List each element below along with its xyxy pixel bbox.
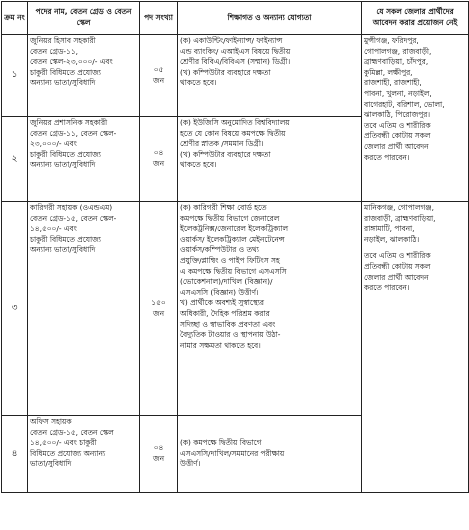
row-serial: ৩ bbox=[2, 202, 28, 416]
district-line: প্রতিবন্ধী কোটায় সকল bbox=[364, 261, 431, 271]
post-line: চাকুরী বিধিমতে প্রযোজ্য bbox=[30, 67, 101, 77]
qual-line: বৈদ্যুতিক টাওয়ার ও স্থাপনায় উঠা- bbox=[180, 330, 281, 340]
qual-line: ওয়ার্কস/ ইলেকট্রিক্যাল মেইনটেনেন্স bbox=[180, 234, 285, 244]
post-details bbox=[28, 117, 140, 202]
post-line: অন্যান্য ভাতা/সুবিধাদি bbox=[30, 160, 96, 170]
header-districts: যে সকল জেলার প্রার্থীদের আবেদন করার প্রয়োজন নেই bbox=[362, 2, 469, 35]
qual-line: শ্রেণীর বিবিএ/বিবিএস (সম্মান) ডিগ্রী। bbox=[180, 57, 291, 67]
post-line: চাকুরী বিধিমতে প্রযোজ্য bbox=[30, 149, 101, 159]
post-count-number: ১৫০ bbox=[151, 297, 166, 307]
post-details bbox=[28, 35, 140, 117]
header-row bbox=[2, 2, 469, 35]
post-details bbox=[28, 202, 140, 416]
post-line: ২৩,০০০/- এবং bbox=[30, 139, 77, 149]
qual-line: ইলেকট্রনিক্স/জেনারেল ইলেকট্রিক্যাল bbox=[180, 224, 289, 234]
district-line: নড়াইল, ঝালকাঠি। bbox=[364, 234, 420, 244]
post-line: বেতন গ্রেড-১১, bbox=[30, 46, 78, 56]
post-line: বেতন গ্রেড-১৫, বেতন স্কেল- bbox=[30, 213, 117, 223]
post-line: বিধিমতে প্রযোজ্য অন্যান্য bbox=[30, 448, 106, 458]
qual-line: এসএসসি/দাখিল/সমমানের পরীক্ষায় bbox=[180, 448, 285, 458]
district-line: মানিকগঞ্জ, গোপালগঞ্জ, bbox=[364, 203, 434, 212]
qual-line: (খ) কম্পিউটার ব্যবহারে দক্ষতা bbox=[180, 149, 271, 159]
post-title: জুনিয়র প্রশাসনিক সহকারী bbox=[30, 118, 108, 127]
district-line: গোপালগঞ্জ, রাজবাড়ী, bbox=[364, 46, 432, 56]
qual-line: (ক) কমপক্ষে দ্বিতীয় বিভাগে bbox=[180, 438, 262, 448]
post-line: অন্যান্য ভাতা/সুবিধাদি bbox=[30, 78, 96, 88]
district-line: কুমিল্লা, লক্ষীপুর, bbox=[364, 67, 413, 77]
qual-line: হতে যে কোন বিষয়ে কমপক্ষে দ্বিতীয় bbox=[180, 128, 286, 138]
qual-line: এন্ড ব্যাংকিং/ এআইএস বিষয়ে দ্বিতীয় bbox=[180, 46, 291, 56]
post-count-number: ০৫ bbox=[153, 64, 164, 74]
post-count-unit: জন bbox=[152, 308, 165, 318]
post-line: ১৪,৫০০/- এবং bbox=[30, 224, 77, 234]
qualification bbox=[178, 202, 362, 416]
post-details bbox=[28, 416, 140, 493]
district-line: প্রতিবন্ধী কোটায় সকল bbox=[364, 131, 431, 141]
row-serial: ২ bbox=[2, 117, 28, 202]
district-line: বাগেরহাট, বরিশাল, ভোলা, bbox=[364, 99, 445, 109]
district-line: ঝালকাঠি, পিরোজপুর। bbox=[364, 110, 430, 120]
table-row bbox=[2, 202, 469, 416]
job-circular-table bbox=[1, 1, 469, 493]
post-count bbox=[140, 35, 178, 117]
post-count-unit: জন bbox=[152, 159, 165, 168]
post-count bbox=[140, 117, 178, 202]
qual-line: শ্রেণীর স্নাতক /সমমান ডিগ্রী। bbox=[180, 139, 264, 149]
district-line: জেলার প্রার্থী আবেদন bbox=[364, 141, 429, 151]
post-line: ১৪,৫০০/- এবং চাকুরী bbox=[30, 438, 97, 448]
qual-line: (ক) একাউন্টিং/ফাইন্যান্স/ ফাইন্যান্স bbox=[180, 36, 283, 45]
header-serial: ক্রম নং bbox=[2, 2, 28, 35]
qual-line: থাকতে হবে। bbox=[180, 160, 217, 170]
post-line: ভাতা/সুবিধাদি bbox=[30, 459, 72, 469]
post-title: অফিস সহায়ক bbox=[30, 417, 72, 426]
district-line: তবে এতিম ও শারীরিক bbox=[364, 251, 431, 261]
row-serial: ৪ bbox=[2, 416, 28, 493]
excluded-districts bbox=[362, 35, 469, 202]
post-count bbox=[140, 202, 178, 416]
qual-line: (ক) ইউজিসি অনুমোদিত বিশ্ববিদ্যালয় bbox=[180, 118, 290, 127]
district-line: করতে পারবেন। bbox=[364, 152, 410, 162]
qual-line: এসএসসি (বিজ্ঞান) উত্তীর্ণ। bbox=[180, 287, 259, 297]
qual-line: এ কমপক্ষে দ্বিতীয় বিভাগে এসএসসি bbox=[180, 266, 287, 276]
district-line: মুন্সীগঞ্জ, ফরিদপুর, bbox=[364, 36, 419, 45]
qual-line: (খ) কম্পিউটার ব্যবহারে দক্ষতা bbox=[180, 67, 271, 77]
qual-line: কমপক্ষে দ্বিতীয় বিভাগে জেনারেল bbox=[180, 213, 280, 223]
post-count bbox=[140, 416, 178, 493]
post-line: বেতন গ্রেড-১৫, বেতন স্কেল bbox=[30, 427, 114, 437]
qual-line: ওয়ার্কস/কম্পিউটার ও তথ্য bbox=[180, 245, 259, 255]
post-title: কারিগরী সহায়ক (ওএন্ডএম) bbox=[30, 203, 113, 212]
district-line: রাজশাহী, রাজশাহী, bbox=[364, 78, 422, 88]
qual-line: প্রযুক্তি/প্লাম্বিং ও পাইপ ফিটিংস সহ bbox=[180, 255, 280, 265]
post-line: বেতন স্কেল-২৩,০০০/- এবং bbox=[30, 57, 113, 67]
qual-line: থাকতে হবে। bbox=[180, 78, 217, 88]
post-line: বেতন গ্রেড-১১, বেতন স্কেল- bbox=[30, 128, 117, 138]
row-serial: ১ bbox=[2, 35, 28, 117]
qualification bbox=[178, 117, 362, 202]
district-line: ব্রাহ্মণবাড়িয়া, চাঁদপুর, bbox=[364, 57, 429, 67]
qual-line: নামার সক্ষমতা থাকতে হবে। bbox=[180, 340, 261, 350]
post-title: জুনিয়র হিসাব সহকারী bbox=[30, 36, 96, 45]
qual-line: অধিকারী, দৈহিক পরিশ্রম করার bbox=[180, 308, 270, 318]
post-count-number: ০৪ bbox=[153, 148, 164, 158]
qual-line: (ক) কারিগরী শিক্ষা বোর্ড হতে bbox=[180, 203, 267, 212]
post-count-number: ০৪ bbox=[153, 443, 164, 453]
qual-line: (ভোকেশনাল)/দাখিল (বিজ্ঞান)/ bbox=[180, 277, 273, 287]
qual-line: উত্তীর্ণ। bbox=[180, 459, 201, 469]
qualification bbox=[178, 35, 362, 117]
district-line: তবে এতিম ও শারীরিক bbox=[364, 120, 431, 130]
header-post-name: পদের নাম, বেতন গ্রেড ও বেতন স্কেল bbox=[28, 2, 140, 35]
qual-line: খ) প্রার্থীকে অবশ্যই সুস্বাস্থ্যের bbox=[180, 298, 264, 308]
post-count-unit: জন bbox=[152, 454, 165, 463]
post-count-unit: জন bbox=[152, 75, 165, 85]
header-qualification: শিক্ষাগত ও অন্যান্য যোগ্যতা bbox=[178, 2, 362, 35]
district-line: রাঙ্গামাটি, পাবনা, bbox=[364, 224, 415, 234]
excluded-districts bbox=[362, 202, 469, 493]
header-post-count: পদ সংখ্যা bbox=[140, 2, 178, 35]
district-line: জেলার প্রার্থী আবেদন bbox=[364, 272, 429, 282]
district-line: করতে পারবেন। bbox=[364, 283, 410, 293]
table-row bbox=[2, 35, 469, 117]
district-line: রাজবাড়ী, ব্রাহ্মণবাড়িয়া, bbox=[364, 213, 436, 223]
qualification bbox=[178, 416, 362, 493]
qual-line: সদিচ্ছা ও স্বাভাবিক প্রবণতা এবং bbox=[180, 319, 276, 329]
post-line: চাকুরী বিধিমতে প্রযোজ্য bbox=[30, 234, 101, 244]
district-line: পাবনা, খুলনা, নড়াইল, bbox=[364, 88, 432, 98]
post-line: অন্যান্য ভাতা/সুবিধাদি bbox=[30, 245, 96, 255]
